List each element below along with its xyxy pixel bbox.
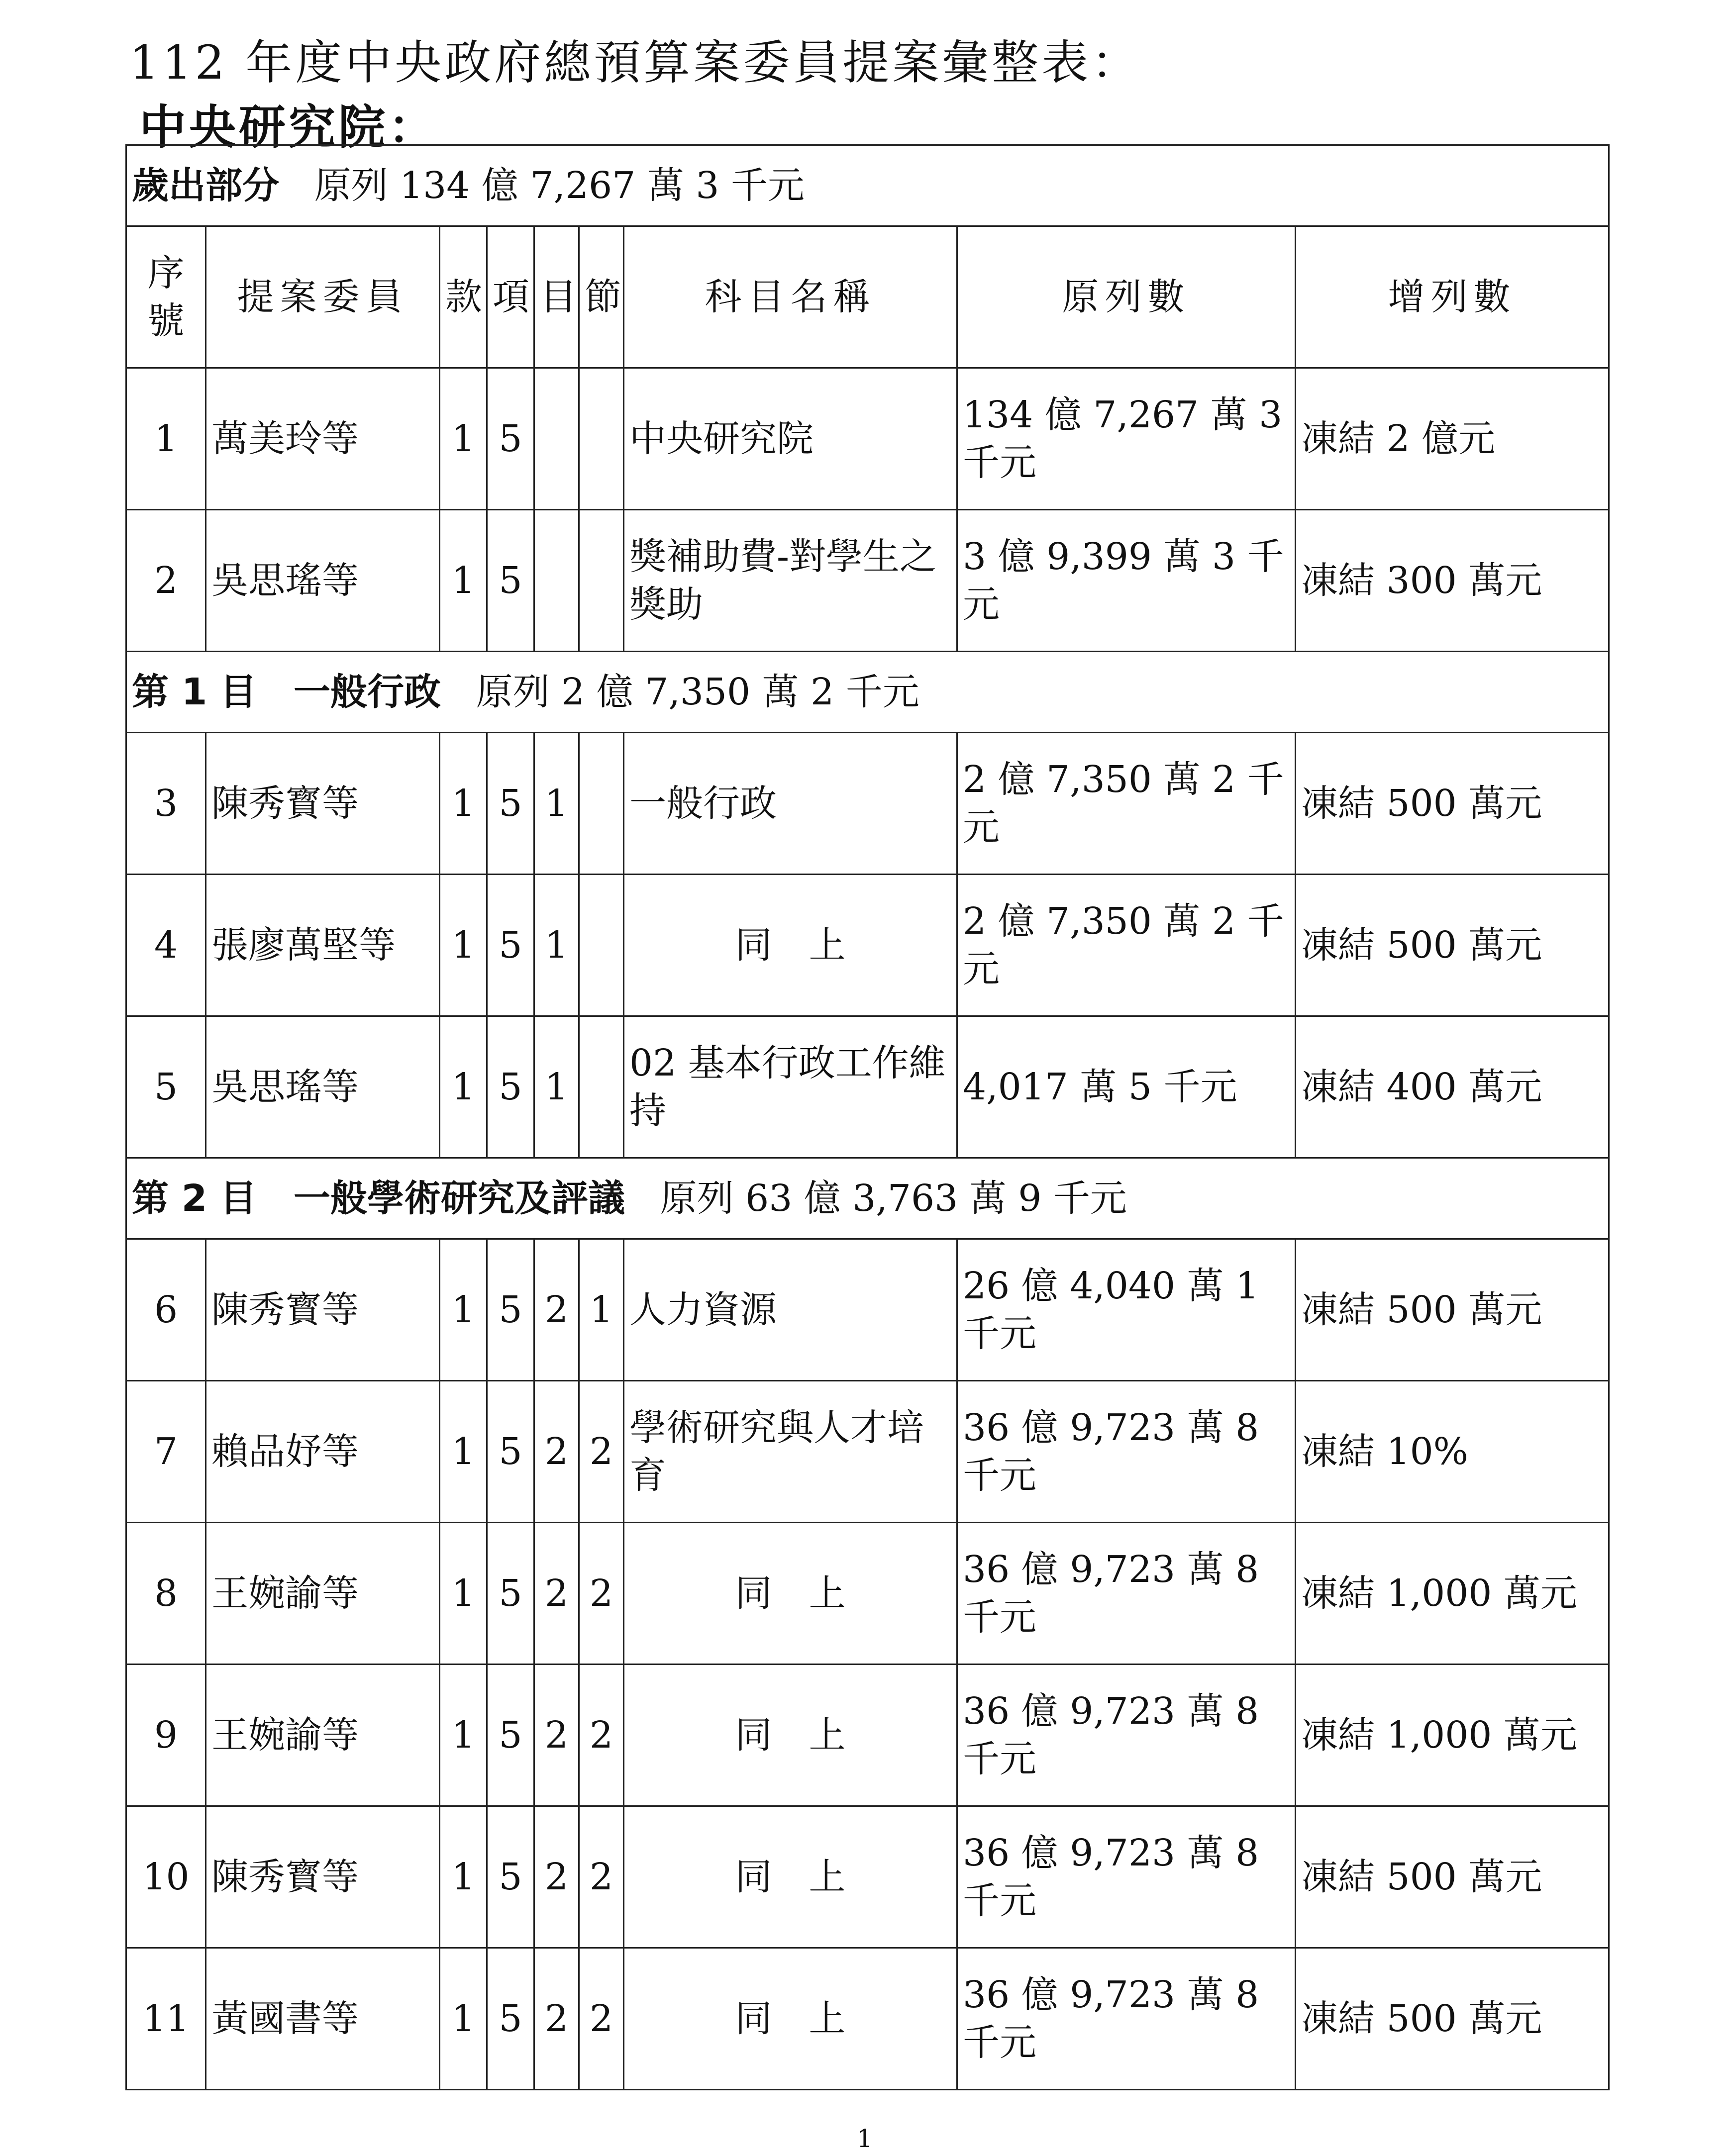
cell-mu: 2 — [534, 1381, 579, 1523]
cell-subject: 同 上 — [624, 875, 957, 1016]
cell-kuan: 1 — [440, 510, 487, 652]
cell-no: 6 — [126, 1239, 206, 1381]
cell-original: 134 億 7,267 萬 3 千元 — [957, 368, 1296, 510]
table-row — [126, 875, 1609, 1016]
cell-mu: 2 — [534, 1948, 579, 2090]
cell-original: 36 億 9,723 萬 8 千元 — [957, 1806, 1296, 1948]
section-header-row — [126, 145, 1609, 226]
cell-subject: 同 上 — [624, 1665, 957, 1806]
cell-xiang: 5 — [487, 368, 534, 510]
section-name: 歲出部分 — [132, 164, 279, 207]
cell-no: 4 — [126, 875, 206, 1016]
cell-increase: 凍結 10% — [1296, 1381, 1609, 1523]
cell-subject: 中央研究院 — [624, 368, 957, 510]
section-original-amount: 原列 63 億 3,763 萬 9 千元 — [660, 1176, 1127, 1220]
cell-xiang: 5 — [487, 1948, 534, 2090]
cell-increase: 凍結 400 萬元 — [1296, 1016, 1609, 1158]
table-row — [126, 1016, 1609, 1158]
cell-jie — [579, 510, 624, 652]
section-header-cell — [126, 145, 1609, 226]
header-mu: 目 — [534, 226, 579, 368]
cell-member: 陳秀寳等 — [206, 733, 440, 875]
cell-increase: 凍結 500 萬元 — [1296, 1806, 1609, 1948]
table-row — [126, 1381, 1609, 1523]
cell-increase: 凍結 500 萬元 — [1296, 733, 1609, 875]
cell-jie: 2 — [579, 1948, 624, 2090]
cell-jie — [579, 733, 624, 875]
cell-xiang: 5 — [487, 510, 534, 652]
cell-increase: 凍結 500 萬元 — [1296, 875, 1609, 1016]
header-xiang: 項 — [487, 226, 534, 368]
cell-no: 7 — [126, 1381, 206, 1523]
cell-mu: 2 — [534, 1239, 579, 1381]
section-header-row — [126, 1158, 1609, 1239]
cell-mu: 1 — [534, 733, 579, 875]
cell-jie — [579, 368, 624, 510]
cell-increase: 凍結 1,000 萬元 — [1296, 1523, 1609, 1665]
cell-subject: 同 上 — [624, 1523, 957, 1665]
cell-no: 10 — [126, 1806, 206, 1948]
cell-mu: 2 — [534, 1806, 579, 1948]
cell-xiang: 5 — [487, 733, 534, 875]
cell-original: 36 億 9,723 萬 8 千元 — [957, 1523, 1296, 1665]
cell-jie: 2 — [579, 1806, 624, 1948]
cell-jie: 2 — [579, 1381, 624, 1523]
cell-original: 36 億 9,723 萬 8 千元 — [957, 1381, 1296, 1523]
column-header-row — [126, 226, 1609, 368]
cell-kuan: 1 — [440, 1665, 487, 1806]
cell-kuan: 1 — [440, 1948, 487, 2090]
cell-original: 3 億 9,399 萬 3 千元 — [957, 510, 1296, 652]
cell-subject: 同 上 — [624, 1948, 957, 2090]
section-original-amount: 原列 134 億 7,267 萬 3 千元 — [314, 164, 805, 207]
cell-jie: 1 — [579, 1239, 624, 1381]
cell-kuan: 1 — [440, 1381, 487, 1523]
section-header-cell — [126, 1158, 1609, 1239]
cell-subject: 人力資源 — [624, 1239, 957, 1381]
header-kuan: 款 — [440, 226, 487, 368]
cell-mu — [534, 510, 579, 652]
header-jie: 節 — [579, 226, 624, 368]
cell-xiang: 5 — [487, 1016, 534, 1158]
cell-xiang: 5 — [487, 1665, 534, 1806]
cell-jie: 2 — [579, 1665, 624, 1806]
cell-member: 陳秀寳等 — [206, 1239, 440, 1381]
cell-increase: 凍結 500 萬元 — [1296, 1948, 1609, 2090]
cell-no: 9 — [126, 1665, 206, 1806]
cell-mu: 2 — [534, 1523, 579, 1665]
cell-kuan: 1 — [440, 1239, 487, 1381]
cell-original: 2 億 7,350 萬 2 千元 — [957, 733, 1296, 875]
table-row — [126, 1948, 1609, 2090]
cell-no: 11 — [126, 1948, 206, 2090]
section-header-row — [126, 652, 1609, 733]
table-body — [126, 145, 1609, 2090]
cell-original: 2 億 7,350 萬 2 千元 — [957, 875, 1296, 1016]
cell-increase: 凍結 500 萬元 — [1296, 1239, 1609, 1381]
table-row — [126, 368, 1609, 510]
cell-xiang: 5 — [487, 875, 534, 1016]
header-subject: 科目名稱 — [624, 226, 957, 368]
page-number: 1 — [857, 2124, 873, 2153]
cell-xiang: 5 — [487, 1523, 534, 1665]
header-member: 提案委員 — [206, 226, 440, 368]
proposal-table — [125, 144, 1610, 2090]
header-no: 序號 — [126, 226, 206, 368]
cell-increase: 凍結 1,000 萬元 — [1296, 1665, 1609, 1806]
header-increase: 增列數 — [1296, 226, 1609, 368]
cell-kuan: 1 — [440, 733, 487, 875]
cell-jie: 2 — [579, 1523, 624, 1665]
cell-subject: 一般行政 — [624, 733, 957, 875]
cell-original: 36 億 9,723 萬 8 千元 — [957, 1948, 1296, 2090]
cell-increase: 凍結 300 萬元 — [1296, 510, 1609, 652]
header-original: 原列數 — [957, 226, 1296, 368]
cell-member: 王婉諭等 — [206, 1523, 440, 1665]
section-original-amount: 原列 2 億 7,350 萬 2 千元 — [476, 670, 919, 713]
table-row — [126, 733, 1609, 875]
cell-no: 8 — [126, 1523, 206, 1665]
cell-member: 黃國書等 — [206, 1948, 440, 2090]
cell-kuan: 1 — [440, 1016, 487, 1158]
cell-increase: 凍結 2 億元 — [1296, 368, 1609, 510]
cell-mu — [534, 368, 579, 510]
table-row — [126, 510, 1609, 652]
table-row — [126, 1806, 1609, 1948]
cell-jie — [579, 875, 624, 1016]
section-name: 第 1 目 一般行政 — [132, 670, 441, 713]
cell-no: 1 — [126, 368, 206, 510]
cell-mu: 1 — [534, 1016, 579, 1158]
section-name: 第 2 目 一般學術研究及評議 — [132, 1176, 625, 1220]
page-title: 112 年度中央政府總預算案委員提案彙整表： — [129, 36, 1141, 90]
cell-member: 吳思瑤等 — [206, 510, 440, 652]
cell-member: 王婉諭等 — [206, 1665, 440, 1806]
cell-xiang: 5 — [487, 1239, 534, 1381]
cell-no: 3 — [126, 733, 206, 875]
cell-xiang: 5 — [487, 1381, 534, 1523]
cell-jie — [579, 1016, 624, 1158]
cell-mu: 1 — [534, 875, 579, 1016]
cell-kuan: 1 — [440, 1523, 487, 1665]
cell-original: 4,017 萬 5 千元 — [957, 1016, 1296, 1158]
cell-no: 2 — [126, 510, 206, 652]
cell-kuan: 1 — [440, 368, 487, 510]
cell-original: 26 億 4,040 萬 1 千元 — [957, 1239, 1296, 1381]
cell-member: 陳秀寳等 — [206, 1806, 440, 1948]
cell-kuan: 1 — [440, 875, 487, 1016]
section-header-cell — [126, 652, 1609, 733]
cell-no: 5 — [126, 1016, 206, 1158]
cell-subject: 獎補助費-對學生之獎助 — [624, 510, 957, 652]
cell-member: 吳思瑤等 — [206, 1016, 440, 1158]
cell-member: 賴品妤等 — [206, 1381, 440, 1523]
cell-original: 36 億 9,723 萬 8 千元 — [957, 1665, 1296, 1806]
cell-subject: 同 上 — [624, 1806, 957, 1948]
table-row — [126, 1239, 1609, 1381]
cell-subject: 02 基本行政工作維持 — [624, 1016, 957, 1158]
agency-subtitle: 中央研究院： — [139, 100, 438, 155]
cell-subject: 學術研究與人才培育 — [624, 1381, 957, 1523]
cell-mu: 2 — [534, 1665, 579, 1806]
table-row — [126, 1665, 1609, 1806]
cell-member: 萬美玲等 — [206, 368, 440, 510]
cell-member: 張廖萬堅等 — [206, 875, 440, 1016]
cell-kuan: 1 — [440, 1806, 487, 1948]
cell-xiang: 5 — [487, 1806, 534, 1948]
table-row — [126, 1523, 1609, 1665]
